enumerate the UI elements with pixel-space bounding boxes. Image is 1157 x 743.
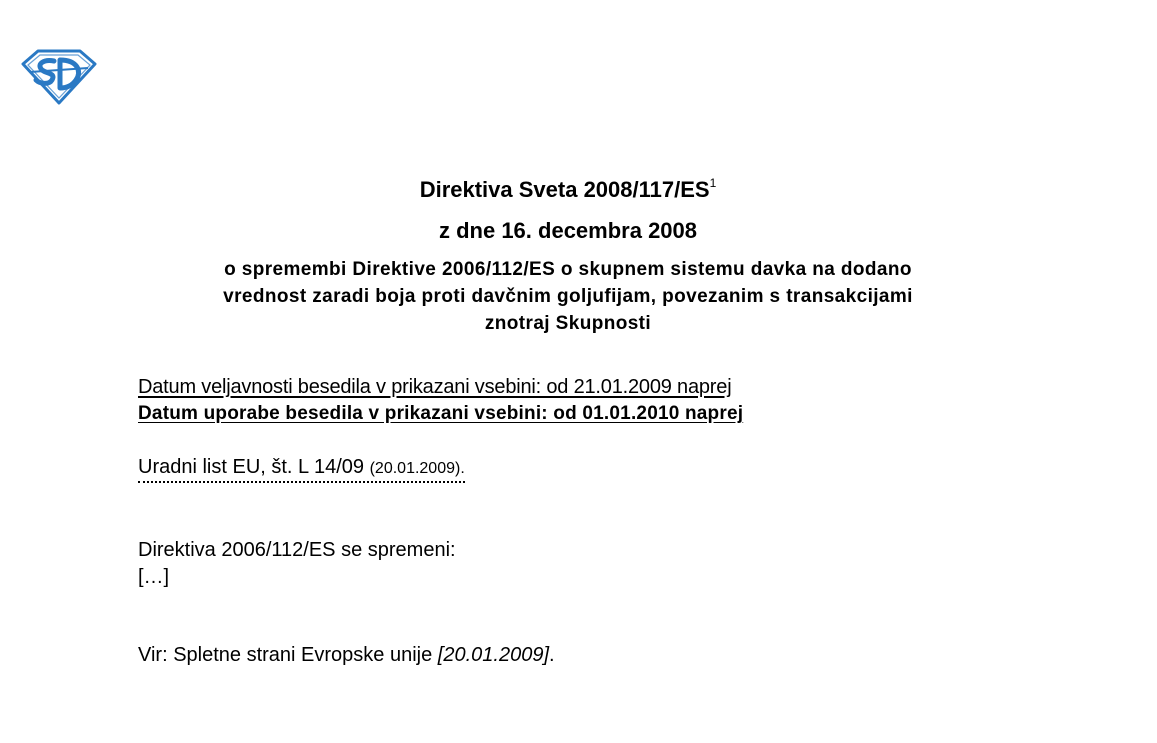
source-label: Vir: Spletne strani Evropske unije [138,644,438,666]
source-line [138,642,555,668]
amendment-text: Direktiva 2006/112/ES se spremeni: [138,539,456,561]
directive-title: Direktiva Sveta 2008/117/ES [419,177,710,202]
directive-date: z dne 16. decembra 2008 [438,218,698,243]
official-journal-label: Uradni list EU, št. L 14/09 [138,456,370,478]
subject-line-2: vrednost zaradi boja proti davčnim goljufijam, povezanim s transakcijami [223,286,913,307]
omitted-text-marker: […] [138,566,170,588]
application-date-text: Datum uporabe besedila v prikazani vsebini: od 01.01.2010 naprej [138,403,744,424]
validity-date-text: Datum veljavnosti besedila v prikazani vsebini: od 21.01.2009 naprej [138,376,732,398]
sd-diamond-logo-icon [20,46,98,106]
source-date: [20.01.2009] [437,644,550,666]
subject-line-1: o spremembi Direktive 2006/112/ES o skupnem sistemu davka na dodano [224,259,912,280]
document-title [0,176,1136,204]
official-journal-date: (20.01.2009). [369,460,465,477]
subject-line-3: znotraj Skupnosti [484,313,652,334]
official-journal-link[interactable] [138,455,465,483]
footnote-marker: 1 [709,176,717,190]
directive-subject [0,256,1136,337]
source-end: . [549,644,555,666]
